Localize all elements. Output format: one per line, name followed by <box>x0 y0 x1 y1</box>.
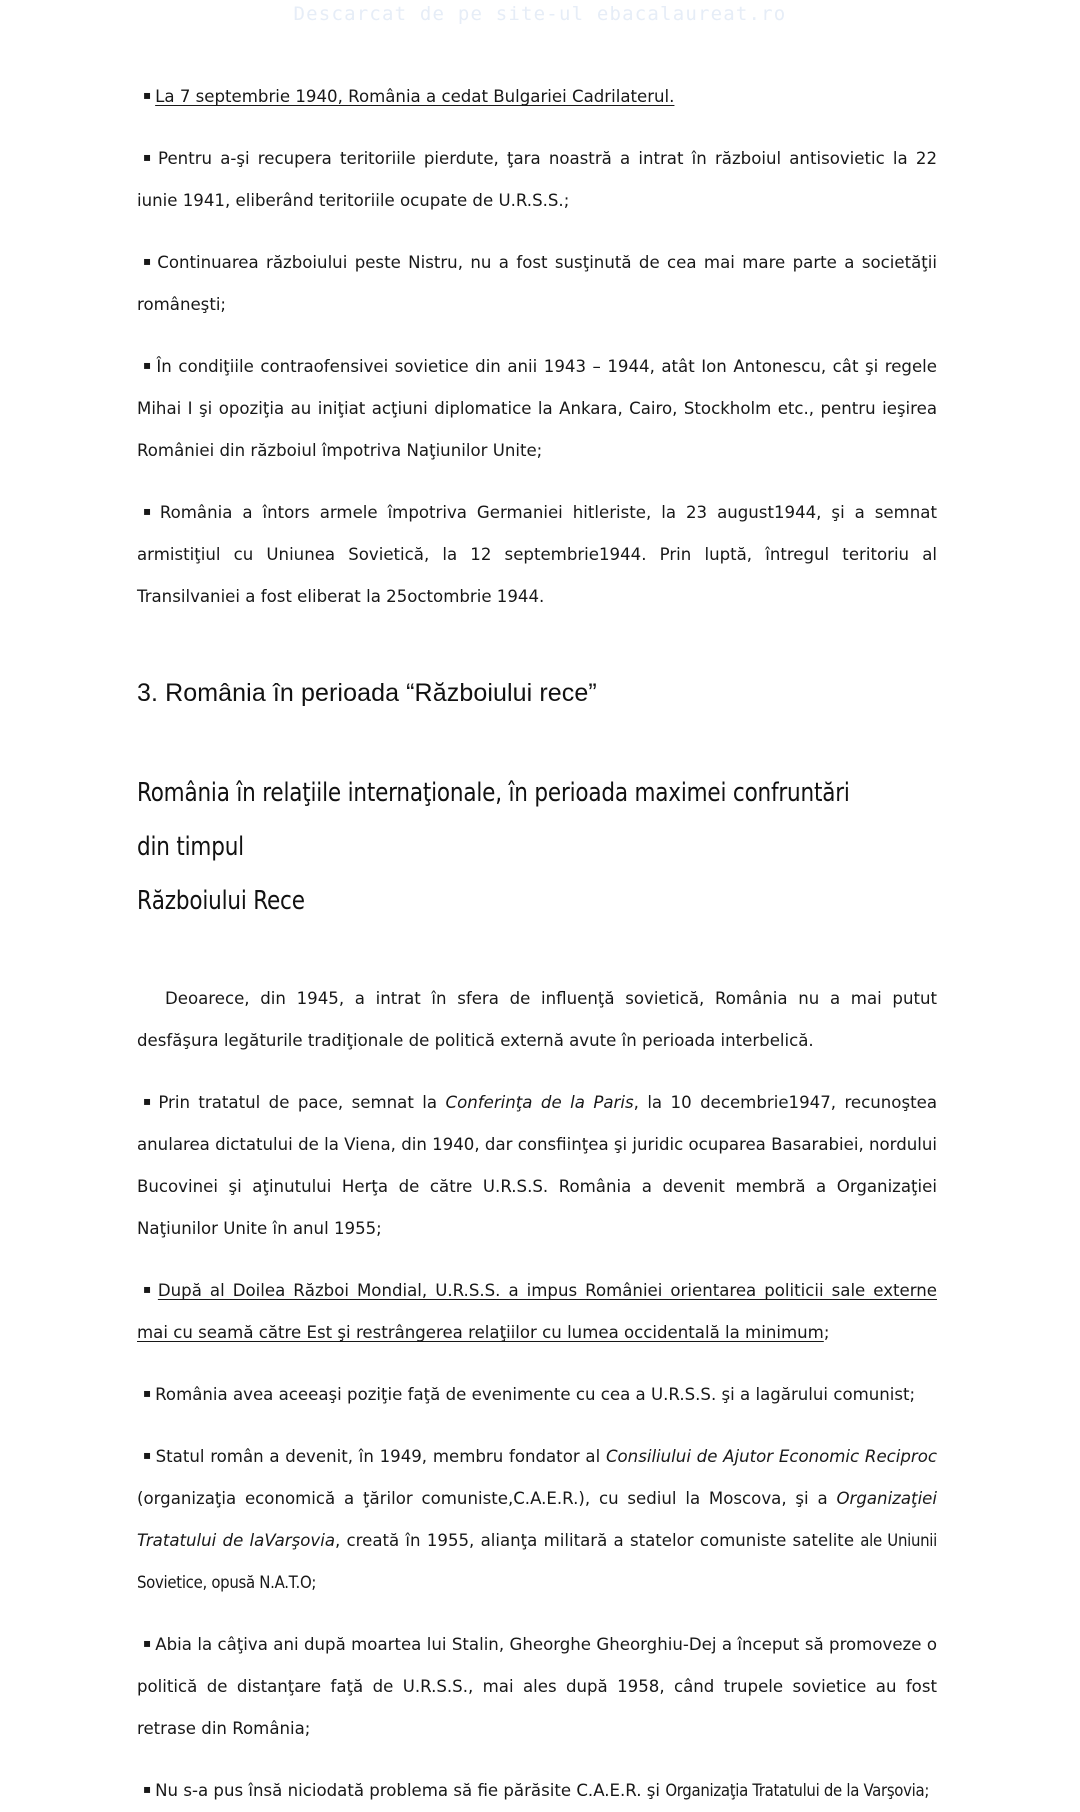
bullet-marker-icon: ▪ <box>143 1636 152 1650</box>
text-run-normal: (organizaţia economică a ţărilor comuniste,C.A.E.R.), cu sediul la Moscova, şi a <box>137 1489 837 1508</box>
bullet-marker-icon: ▪ <box>143 1782 152 1796</box>
spacer <box>137 1750 937 1768</box>
paragraph-bullet-10 <box>137 1622 937 1750</box>
bullet-marker-icon: ▪ <box>143 1448 152 1462</box>
section-heading: 3. România în perioada “Războiului rece” <box>137 679 597 707</box>
spacer <box>137 472 937 490</box>
paragraph-bullet-6 <box>137 1080 937 1250</box>
text-run-normal: , la 10 decembrie1947, recunoştea anularea dictatului de la Viena, din 1940, dar consfiinţea şi juridic ocuparea Basarabiei, nordului Bucovinei şi aţinutului Herţa de către U.R.S.S. România a devenit membră a Organizaţiei Naţiunilor Unite în anul 1955; <box>137 1093 937 1238</box>
paragraph-rich-text <box>137 1093 937 1238</box>
text-run-italic: Consiliului de Ajutor Economic Reciproc <box>605 1447 938 1466</box>
spacer <box>137 618 937 676</box>
paragraph-rich-text <box>137 1447 937 1592</box>
subsection-heading-line-1: România în relaţiile internaţionale, în perioada maximei confruntări din timpul <box>137 778 850 862</box>
text-run-italic: Conferinţa de la Paris <box>445 1093 634 1112</box>
paragraph-bullet-5 <box>137 490 937 618</box>
text-run-normal: , creată în 1955, alianţa militară a statelor comuniste satelite <box>335 1531 861 1550</box>
text-run-underline: După al Doilea Război Mondial, U.R.S.S. a impus României orientarea politicii sale externe mai cu seamă către Est şi restrângerea relaţiilor cu lumea occidentală la minimum <box>137 1281 937 1342</box>
spacer <box>137 1062 937 1080</box>
text-run-condensed: Organizaţia Tratatului de la Varşovia; <box>665 1781 930 1800</box>
paragraph-bullet-4 <box>137 344 937 472</box>
spacer <box>137 222 937 240</box>
bullet-marker-icon: ▪ <box>143 358 153 372</box>
paragraph-text: În condiţiile contraofensivei sovietice din anii 1943 – 1944, atât Ion Antonescu, cât şi regele Mihai I şi opoziţia au iniţiat acţiuni diplomatice la Ankara, Cairo, Stockholm etc., pentru ieşirea României din războiul împotriva Naţiunilor Unite; <box>137 357 937 460</box>
paragraph-text: România a întors armele împotriva Germaniei hitleriste, la 23 august1944, şi a semnat armistiţiul cu Uniunea Sovietică, la 12 septembrie1944. Prin luptă, întregul teritoriu al Transilvaniei a fost eliberat la 25octombrie 1944. <box>137 503 937 606</box>
bullet-marker-icon: ▪ <box>143 1386 152 1400</box>
paragraph-bullet-3 <box>137 240 937 326</box>
paragraph-rich-text <box>155 1781 929 1800</box>
paragraph-text: Continuarea războiului peste Nistru, nu a fost susţinută de cea mai mare parte a societăţii româneşti; <box>137 253 937 314</box>
text-run-normal: ; <box>823 1323 830 1342</box>
text-run-normal: Prin tratatul de pace, semnat la <box>158 1093 446 1112</box>
text-run-normal: Statul român a devenit, în 1949, membru fondator al <box>155 1447 606 1466</box>
spacer <box>137 118 937 136</box>
spacer <box>137 928 937 978</box>
spacer <box>137 1604 937 1622</box>
bullet-marker-icon: ▪ <box>143 150 155 164</box>
paragraph-bullet-8 <box>137 1372 937 1416</box>
spacer <box>137 1416 937 1434</box>
paragraph-text: La 7 septembrie 1940, România a cedat Bulgariei Cadrilaterul. <box>155 87 675 106</box>
bullet-marker-icon: ▪ <box>143 88 152 102</box>
subsection-heading-line-2: Războiului Rece <box>137 886 305 916</box>
document-body <box>137 0 937 1812</box>
bullet-marker-icon: ▪ <box>143 254 154 268</box>
text-run-normal: Nu s-a pus însă niciodată problema să fie părăsite C.A.E.R. şi <box>155 1781 666 1800</box>
paragraph-bullet-2 <box>137 136 937 222</box>
paragraph-bullet-7 <box>137 1268 937 1354</box>
paragraph-bullet-11 <box>137 1768 937 1812</box>
paragraph-lead: Deoarece, din 1945, a intrat în sfera de influenţă sovietică, România nu a mai putut desfăşura legăturile tradiţionale de politică externă avute în perioada interbelică. <box>137 989 937 1050</box>
paragraph-rich-text <box>137 1281 937 1342</box>
spacer <box>137 326 937 344</box>
paragraph-text: Pentru a-şi recupera teritoriile pierdute, ţara noastră a intrat în războiul antisovietic la 22 iunie 1941, eliberând teritoriile ocupate de U.R.S.S.; <box>137 149 937 210</box>
paragraph-bullet-9 <box>137 1434 937 1604</box>
bullet-marker-icon: ▪ <box>143 1094 155 1108</box>
paragraph-text: Abia la câţiva ani după moartea lui Stalin, Gheorghe Gheorghiu-Dej a început să promoveze o politică de distanţare faţă de U.R.S.S., mai ales după 1958, când trupele sovietice au fost retrase din România; <box>137 1635 937 1738</box>
text-run-condensed: ale Uniunii Sovietice, opusă N.A.T.O; <box>137 1531 937 1592</box>
site-watermark: Descarcat de pe site-ul ebacalaureat.ro <box>293 3 787 25</box>
spacer <box>137 710 937 766</box>
paragraph-text: România avea aceeaşi poziţie faţă de evenimente cu cea a U.R.S.S. şi a lagărului comunist; <box>155 1385 916 1404</box>
bullet-marker-icon: ▪ <box>143 504 156 518</box>
bullet-marker-icon: ▪ <box>143 1282 154 1296</box>
spacer <box>137 1250 937 1268</box>
paragraph-bullet-1 <box>137 74 937 118</box>
spacer <box>137 1354 937 1372</box>
text-run-italic: Organizaţiei Tratatului de laVarşovia <box>137 1489 937 1550</box>
